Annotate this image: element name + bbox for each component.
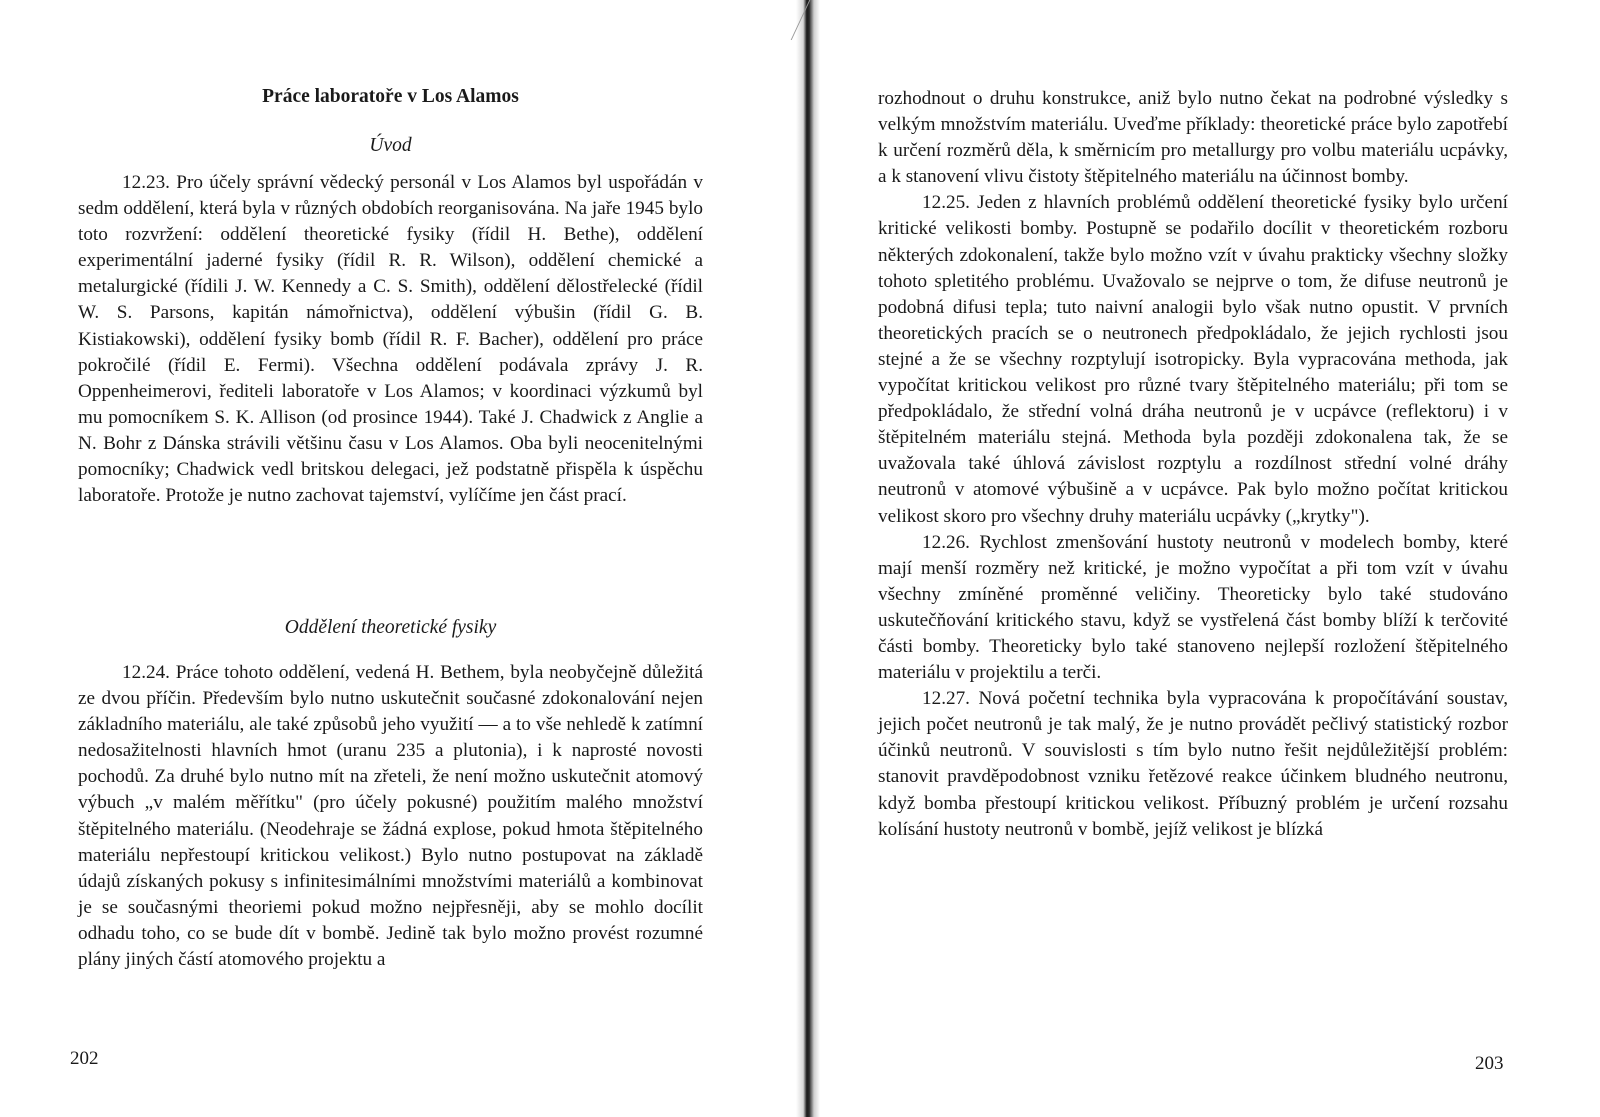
subtitle-uvod: Úvod bbox=[369, 135, 412, 156]
book-gutter bbox=[796, 0, 820, 1117]
paragraph-12-25: 12.25. Jeden z hlavních problémů oddělení theoretické fysiky bylo určení kritické velikosti bomby. Postupně se podařilo docílit v theoretickém rozboru některých zdokonalení, takže bylo možno vzít v úvahu prakticky všechny složky tohoto spletitého problému. Uvažovalo se nejprve o tom, že difuse neutronů je podobná difusi tepla; tuto naivní analogii bylo však nutno opustit. V prvních theoretických pracích se o neutronech předpokládalo, že jejich rychlosti jsou stejné a že se všechny rozptylují isotropicky. Byla vypracována methoda, jak vypočítat kritickou velikost pro různé tvary štěpitelného materiálu; při tom se předpokládalo, že střední volná dráha neutronů je v ucpávce (reflektoru) i v štěpitelném materiálu stejná. Methoda byla později zdokonalena tak, že se uvažovala také úhlová závislost rozptylu a rozdílnost střední volné dráhy neutronů v atomové výbušině a v ucpávce. Pak bylo možno počítat kritickou velikost skoro pro všechny druhy materiálu ucpávky („krytky"). bbox=[878, 192, 1508, 527]
paragraph-12-27: 12.27. Nová početní technika byla vypracována k propočítávání soustav, jejich počet neutronů je tak malý, že je nutno provádět pečlivý statistický rozbor účinků neutronů. V souvislosti s tím bylo nutno řešit nejdůležitější problém: stanovit pravděpodobnost vzniku řetězové reakce účinkem bludného neutronu, když bomba přestoupí kritickou velikost. Příbuzný problém je určení rozsahu kolísání hustoty neutronů v bombě, jejíž velikost je blízká bbox=[878, 688, 1508, 840]
paragraph-12-26: 12.26. Rychlost zmenšování hustoty neutronů v modelech bomby, které mají menší rozměry než kritické, je možno vypočítat a při tom vzít v úvahu všechny zmíněné proměnné veličiny. Theoreticky bylo také studováno uskutečňování kritického stavu, když se vystřelená část bomby blíží k terčovité části bomby. Theoreticky bylo také stanoveno nejlepší rozložení štěpitelného materiálu v projektilu a terči. bbox=[878, 531, 1508, 684]
section-title: Oddělení theoretické fysiky bbox=[284, 617, 497, 638]
paragraph-12-23: 12.23. Pro účely správní vědecký personál v Los Alamos byl uspořádán v sedm oddělení, která byla v různých obdobích reorganisována. Na jaře 1945 bylo toto rozvržení: oddělení theoretické fysiky (řídil H. Bethe), oddělení experimentální jaderné fysiky (řídil R. R. Wilson), oddělení chemické a metalurgické (řídili J. W. Kennedy a C. S. Smith), oddělení dělostřelecké (řídil W. S. Parsons, kapitán námořnictva), oddělení výbušin (řídil G. B. Kistiakowski), oddělení fysiky bomb (řídil R. F. Bacher), oddělení pro práce pokročilé (řídil E. Fermi). Všechna oddělení podávala zprávy J. R. Oppenheimerovi, řediteli laboratoře v Los Alamos; v koordinaci výzkumů byl mu pomocníkem S. K. Allison (od prosince 1944). Také J. Chadwick z Anglie a N. Bohr z Dánska strávili většinu času v Los Alamos. Oba byli neocenitelnými pomocníky; Chadwick vedl britskou delegaci, jež podstatně přispěla k úspěchu laboratoře. Protože je nutno zachovat tajemství, vylíčíme jen část prací. bbox=[78, 172, 703, 507]
left-text-top bbox=[78, 170, 703, 509]
paragraph-12-24: 12.24. Práce tohoto oddělení, vedená H. Bethem, byla neobyčejně důležitá ze dvou příčin. Především bylo nutno uskutečnit současné zdokonalování nejen základního materiálu, ale také způsobů jeho využití — a to vše nehledě k zatímní nedosažitelnosti hlavních hmot (uranu 235 a plutonia), i k naprosté novosti pochodů. Za druhé bylo nutno mít na zřeteli, že není možno uskutečnit atomový výbuch „v malém měřítku" (pro účely pokusné) použitím malého množství štěpitelného materiálu. (Neodehraje se žádná explose, pokud hmota štěpitelného materiálu nepřestoupí kritickou velikost.) Bylo nutno postupovat na základě údajů získaných pokusy s infinitesimálními množstvími materiálů a kombinovat je se současnými theoriemi pokud možno nejpřesněji, aby se mohlo docílit odhadu toho, co se bude dít v bombě. Jedině tak bylo možno provést rozumné plány jiných částí atomového projektu a bbox=[78, 662, 703, 971]
paragraph-continuation: rozhodnout o druhu konstrukce, aniž bylo nutno čekat na podrobné výsledky s velkým množstvím materiálu. Uveďme příklady: theoretické práce bylo zapotřebí k určení rozměrů děla, k směrnicím pro metallurgy pro volbu materiálu ucpávky, a k stanovení vlivu čistoty štěpitelného materiálu na účinnost bomby. bbox=[878, 88, 1508, 188]
chapter-heading: Práce laboratoře v Los Alamos bbox=[262, 86, 519, 107]
page-number-left: 202 bbox=[70, 1048, 99, 1069]
page-number-right: 203 bbox=[1475, 1053, 1504, 1074]
left-text-bottom bbox=[78, 660, 703, 973]
right-text bbox=[878, 86, 1508, 843]
